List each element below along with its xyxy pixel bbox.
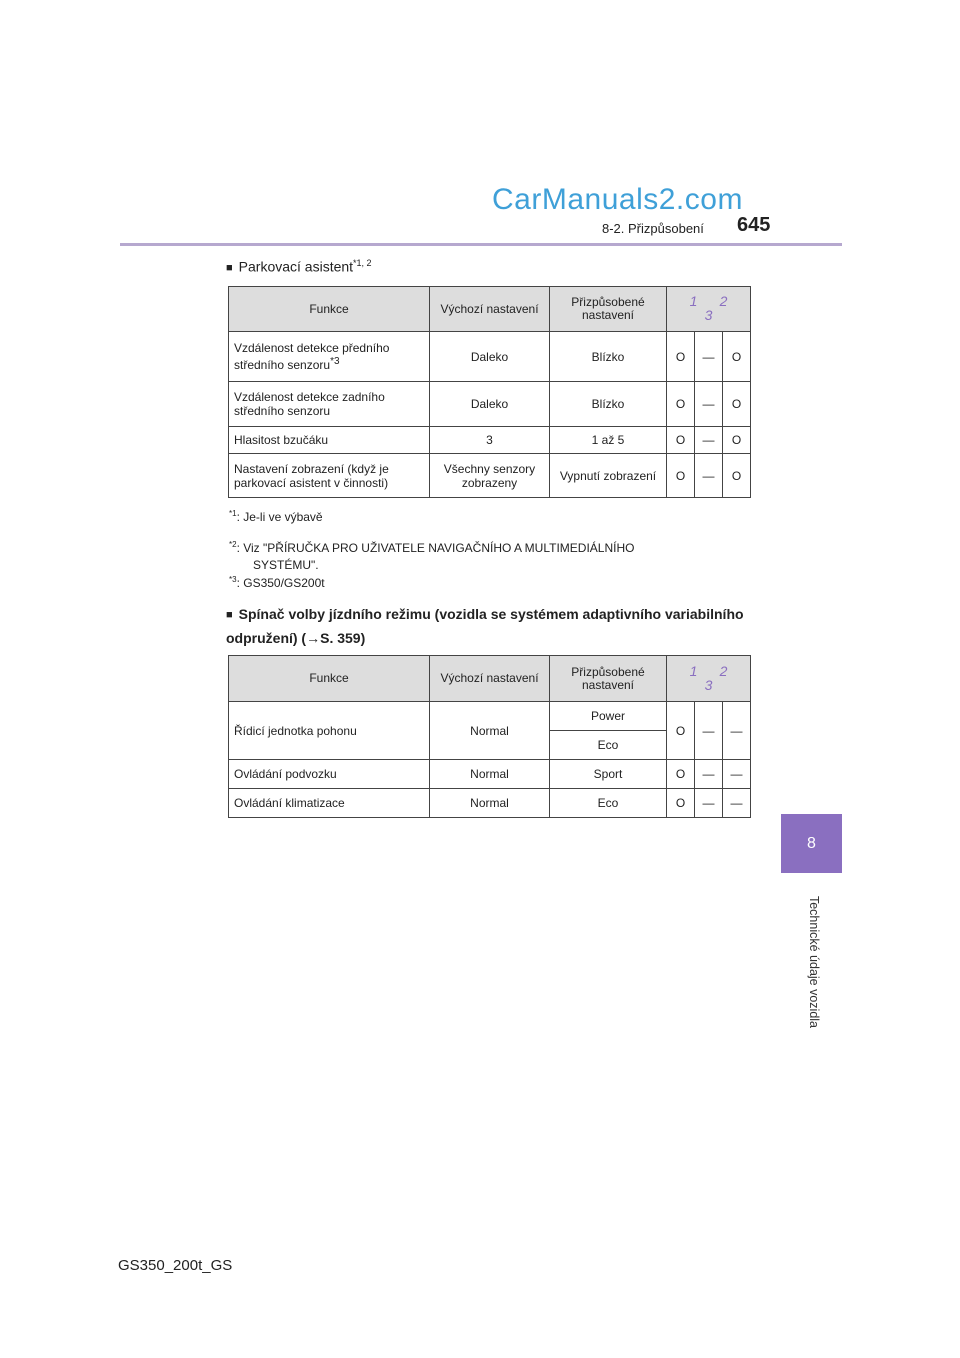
default-cell: Normal [430,760,550,789]
parking-assist-table [228,286,751,498]
table-row [229,382,751,427]
custom-cell: Eco [550,731,667,760]
method-1-cell: O [667,332,695,382]
section-heading-drive-mode: ■ Spínač volby jízdního režimu (vozidla se systémem adaptivního variabilního odpružení) (→S. 359) [226,606,744,646]
custom-cell: Vypnutí zobrazení [550,454,667,498]
section-header: 8-2. Přizpůsobení [602,221,704,236]
method-3-cell: O [723,382,751,427]
chapter-tab[interactable]: 8 [781,814,842,873]
watermark-logo: CarManuals2.com [492,183,743,216]
default-cell: Daleko [430,332,550,382]
header-divider [120,243,842,246]
method-3-cell: — [723,789,751,818]
custom-cell: Eco [550,789,667,818]
function-cell: Řídicí jednotka pohonu [229,702,430,760]
default-cell: 3 [430,427,550,454]
table-row [229,332,751,382]
method-2-icon: 2 [719,293,728,309]
table-row [229,789,751,818]
table-row [229,760,751,789]
function-cell: Nastavení zobrazení (když je parkovací asistent v činnosti) [229,454,430,498]
col-header-custom: Přizpůsobené nastavení [550,287,667,332]
method-3-icon: 3 [704,307,713,323]
custom-cell: 1 až 5 [550,427,667,454]
method-1-cell: O [667,454,695,498]
method-3-cell: — [723,760,751,789]
method-3-cell: O [723,332,751,382]
col-header-default: Výchozí nastavení [430,656,550,702]
section-heading-parking: ■ Parkovací asistent$^{*1, 2}$ [226,258,372,275]
function-cell: Vzdálenost detekce předního středního senzoru$^{*3}$ [229,332,430,382]
default-cell: Daleko [430,382,550,427]
square-bullet-icon: ■ [226,261,233,274]
chapter-label: Technické údaje vozidla [807,895,821,1029]
custom-cell: Power [550,702,667,731]
method-3-cell: O [723,427,751,454]
method-1-cell: O [667,760,695,789]
method-2-cell: — [695,454,723,498]
method-3-icon: 3 [704,676,713,693]
drive-mode-table [228,655,751,818]
method-1-icon: 1 [689,662,698,679]
table-row [229,702,751,731]
function-cell: Ovládání podvozku [229,760,430,789]
method-1-cell: O [667,789,695,818]
method-2-cell: — [695,427,723,454]
square-bullet-icon: ■ [226,609,233,621]
page-number: 645 [737,214,771,236]
col-header-methods [667,656,751,702]
method-1-cell: O [667,382,695,427]
function-cell: Vzdálenost detekce zadního středního senzoru [229,382,430,427]
method-1-cell: O [667,427,695,454]
default-cell: Normal [430,789,550,818]
method-2-cell: — [695,760,723,789]
method-2-icon: 2 [719,662,728,679]
footnote-1: $^{*1}$: Je-li ve výbavě [229,509,323,524]
method-3-cell: O [723,454,751,498]
method-1-icon: 1 [689,293,698,309]
method-3-cell: — [723,702,751,760]
col-header-methods [667,287,751,332]
page-reference-link[interactable]: →S. 359) [306,630,366,646]
custom-cell: Blízko [550,332,667,382]
col-header-custom: Přizpůsobené nastavení [550,656,667,702]
method-2-cell: — [695,789,723,818]
method-2-cell: — [695,382,723,427]
table-row [229,427,751,454]
function-cell: Ovládání klimatizace [229,789,430,818]
function-cell: Hlasitost bzučáku [229,427,430,454]
default-cell: Normal [430,702,550,760]
custom-cell: Sport [550,760,667,789]
default-cell: Všechny senzory zobrazeny [430,454,550,498]
method-2-cell: — [695,702,723,760]
document-code: GS350_200t_GS [118,1257,233,1274]
footnote-3: $^{*3}$: GS350/GS200t [229,575,325,590]
method-2-cell: — [695,332,723,382]
custom-cell: Blízko [550,382,667,427]
col-header-function: Funkce [229,656,430,702]
table-row [229,454,751,498]
col-header-default: Výchozí nastavení [430,287,550,332]
footnote-2: $^{*2}$: Viz "PŘÍRUČKA PRO UŽIVATELE NAVIGAČNÍHO A MULTIMEDIÁLNÍHO SYSTÉMU". [229,540,635,572]
col-header-function: Funkce [229,287,430,332]
method-1-cell: O [667,702,695,760]
